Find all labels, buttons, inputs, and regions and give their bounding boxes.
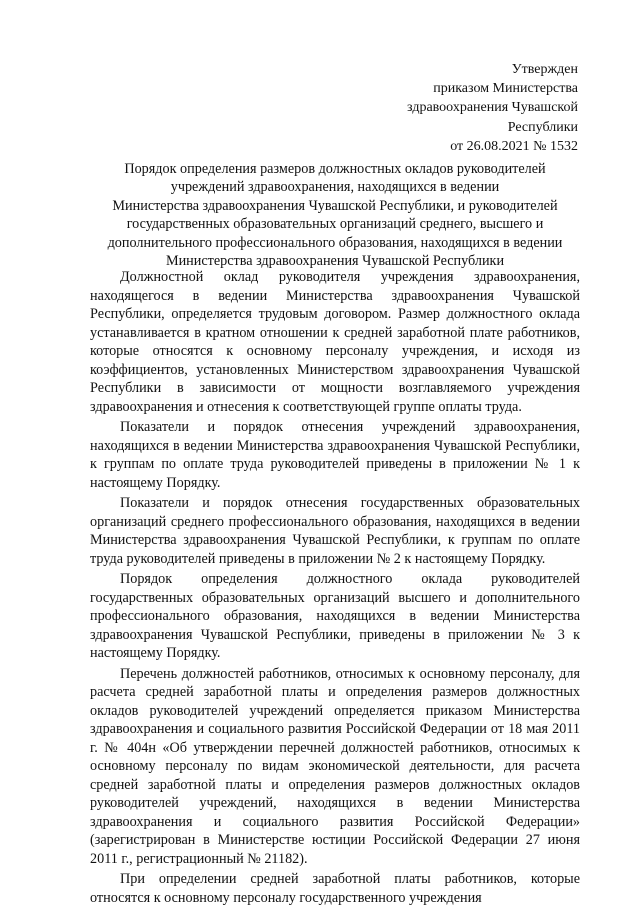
title-line: Министерства здравоохранения Чувашской Республики bbox=[165, 253, 505, 270]
approval-line: Республики bbox=[507, 119, 578, 135]
body-paragraph: При определении средней заработной платы работников, которые относятся к основному персоналу государственного учреждения bbox=[90, 871, 580, 906]
approval-line: приказом Министерства bbox=[433, 81, 578, 97]
approval-line: здравоохранения Чувашской bbox=[407, 100, 578, 116]
body-paragraph: Порядок определения должностного оклада руководителей государственных образовательных организаций высшего и дополнительного профессионального образования, находящихся в ведении Министерства здравоохранения Чувашской Республики, приведены в приложении № 3 к настоящему Порядку. bbox=[90, 571, 580, 661]
body-paragraph: Показатели и порядок отнесения учреждений здравоохранения, находящихся в ведении Министерства здравоохранения Чувашской Республики, к группам по оплате труда руководителей приведены в приложении № 1 к настоящему Порядку. bbox=[90, 419, 580, 491]
document-body bbox=[90, 268, 580, 907]
approval-line: от 26.08.2021 № 1532 bbox=[450, 138, 578, 154]
title-line: Порядок определения размеров должностных окладов руководителей bbox=[124, 161, 546, 177]
title-line: Министерства здравоохранения Чувашской Республики, и руководителей bbox=[112, 197, 558, 214]
body-paragraph: Показатели и порядок отнесения государственных образовательных организаций среднего профессионального образования, находящихся в ведении Министерства здравоохранения Чувашской Республики, к группам по оплате труда руководителей приведены в приложении № 2 к настоящему Порядку. bbox=[90, 495, 580, 567]
body-paragraph: Должностной оклад руководителя учреждения здравоохранения, находящегося в ведении Министерства здравоохранения Чувашской Республики, определяется трудовым договором. Размер должностного оклада устанавливается в кратном отношении к средней заработной плате работников, которые относятся к основному персоналу учреждения, и исходя из коэффициентов, установленных Министерством здравоохранения Чувашской Республики в зависимости от мощности возглавляемого учреждения здравоохранения и отнесения к соответствующей группе оплаты труда. bbox=[90, 269, 580, 415]
approval-block bbox=[407, 60, 578, 156]
title-line: дополнительного профессионального образования, находящихся в ведении bbox=[107, 234, 563, 251]
title-line: учреждений здравоохранения, находящихся в ведении bbox=[170, 179, 500, 196]
body-paragraph: Перечень должностей работников, относимых к основному персоналу, для расчета средней заработной платы и определения размеров должностных окладов руководителей учреждений определяется приказом Министерства здравоохранения и социального развития Российской Федерации от 18 мая 2011 г. № 404н «Об утверждении перечней должностей работников, относимых к основному персоналу по видам экономической деятельности, для расчета средней заработной платы и определения размеров должностных окладов руководителей учреждений, находящихся в ведении Министерства здравоохранения и социального развития Российской Федерации» (зарегистрирован в Министерстве юстиции Российской Федерации 27 июня 2011 г., регистрационный № 21182). bbox=[90, 665, 580, 867]
document-title bbox=[90, 160, 580, 270]
approval-line: Утвержден bbox=[511, 62, 578, 77]
title-line: государственных образовательных организаций среднего, высшего и bbox=[126, 216, 544, 233]
